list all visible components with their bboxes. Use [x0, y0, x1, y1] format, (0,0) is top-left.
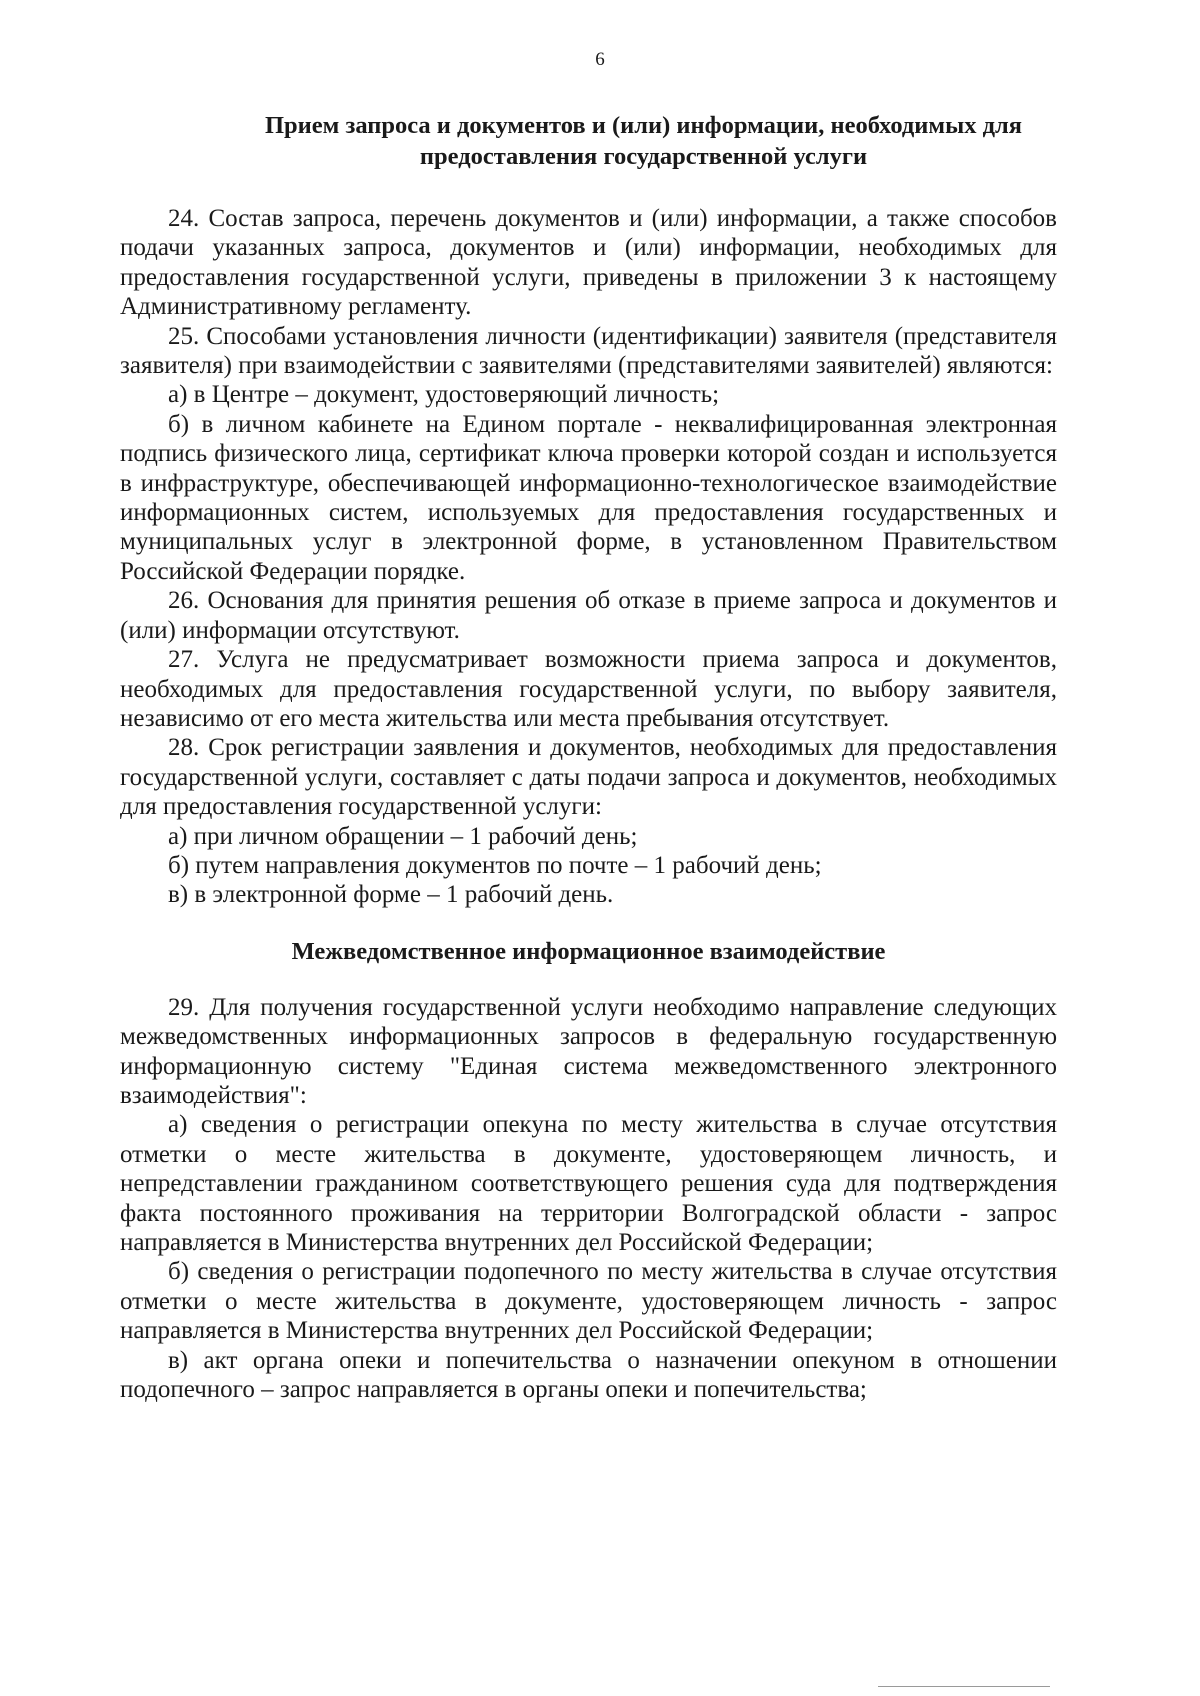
document-body: [120, 110, 1057, 1404]
paragraph-28-b: б) путем направления документов по почте – 1 рабочий день;: [168, 851, 822, 879]
paragraph-25: 25. Способами установления личности (идентификации) заявителя (представителя заявителя) при взаимодействии с заявителями (представителями заявителей) являются:: [120, 322, 1057, 380]
paragraph-28-a: а) при личном обращении – 1 рабочий день;: [168, 822, 638, 850]
paragraph-28-c: в) в электронной форме – 1 рабочий день.: [168, 881, 614, 909]
paragraph-29: 29. Для получения государственной услуги необходимо направление следующих межведомственных информационных запросов в федеральную государственную информационную систему "Единая система межведомственного электронного взаимодействия":: [120, 993, 1057, 1109]
paragraph-29-a: а) сведения о регистрации опекуна по месту жительства в случае отсутствия отметки о месте жительства в документе, удостоверяющем личность, и непредставлении гражданином соответствующего решения суда для подтверждения факта постоянного проживания на территории Волгоградской области - запрос направляется в Министерства внутренних дел Российской Федерации;: [120, 1111, 1057, 1256]
paragraph-26: 26. Основания для принятия решения об отказе в приеме запроса и документов и (или) информации отсутствуют.: [120, 587, 1057, 644]
paragraph-27: 27. Услуга не предусматривает возможности приема запроса и документов, необходимых для предоставления государственной услуги, по выбору заявителя, независимо от его места жительства или места пребывания отсутствует.: [120, 646, 1057, 732]
paragraph-29-c: в) акт органа опеки и попечительства о назначении опекуном в отношении подопечного – запрос направляется в органы опеки и попечительства;: [120, 1346, 1057, 1404]
paragraph-28: 28. Срок регистрации заявления и документов, необходимых для предоставления государственной услуги, составляет с даты подачи запроса и документов, необходимых для предоставления государственной услуги:: [120, 734, 1057, 821]
paragraph-24: 24. Состав запроса, перечень документов и (или) информации, а также способов подачи указанных запроса, документов и (или) информации, необходимых для предоставления государственной услуги, приведены в приложении 3 к настоящему Административному регламенту.: [120, 205, 1057, 321]
paragraph-25-a: а) в Центре – документ, удостоверяющий личность;: [168, 381, 720, 409]
paragraph-29-b: б) сведения о регистрации подопечного по месту жительства в случае отсутствия отметки о месте жительства в документе, удостоверяющем личность - запрос направляется в Министерства внутренних дел Российской Федерации;: [120, 1258, 1057, 1345]
footer-rule: [878, 1686, 1050, 1687]
section-heading-reception: Прием запроса и документов и (или) информации, необходимых для предоставления государственной услуги: [265, 112, 1022, 170]
paragraph-25-b: б) в личном кабинете на Едином портале - неквалифицированная электронная подпись физического лица, сертификат ключа проверки которой создан и используется в инфраструктуре, обеспечивающей информационно-технологическое взаимодействие информационных систем, используемых для предоставления государственных и муниципальных услуг в электронной форме, в установленном Правительством Российской Федерации порядке.: [120, 410, 1057, 585]
section-heading-interagency: Межведомственное информационное взаимодействие: [291, 937, 886, 965]
page-number: 6: [595, 49, 605, 70]
